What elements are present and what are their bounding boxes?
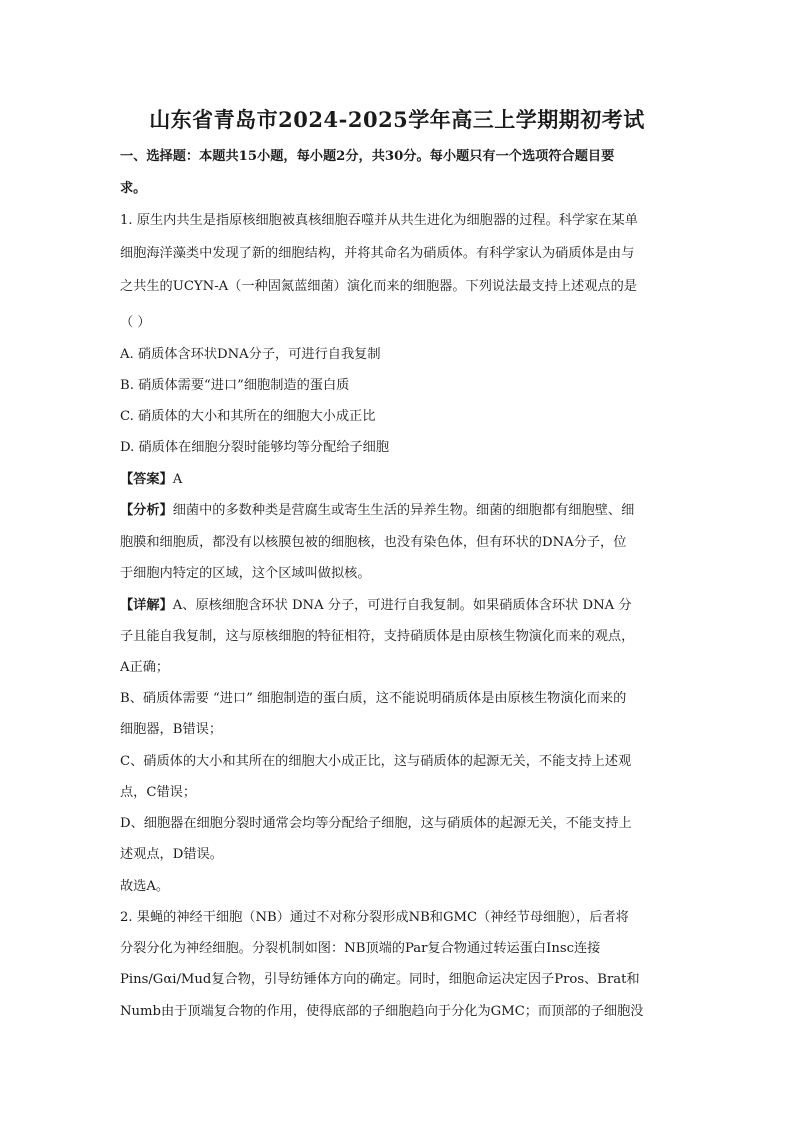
q1-analysis-line: 于细胞内特定的区域，这个区域叫做拟核。 xyxy=(120,566,371,581)
q1-detail-line: D、细胞器在细胞分裂时通常会均等分配给子细胞，这与硝质体的起源无关，不能支持上 xyxy=(120,816,632,831)
q1-option-a: A. 硝质体含环状DNA分子，可进行自我复制 xyxy=(120,347,381,362)
q1-answer-blank: （ ） xyxy=(120,315,151,330)
section-heading-cont: 求。 xyxy=(120,181,147,196)
section-heading: 一、选择题：本题共15小题，每小题2分，共30分。每小题只有一个选项符合题目要 xyxy=(120,149,615,164)
q2-stem-line: 2. 果蝇的神经干细胞（NB）通过不对称分裂形成NB和GMC（神经节母细胞），后者将 xyxy=(120,910,629,925)
analysis-tag: 【分析】 xyxy=(120,503,173,518)
q1-option-d: D. 硝质体在细胞分裂时能够均等分配给子细胞 xyxy=(120,440,390,455)
q1-detail-line: B、硝质体需要 “进口” 细胞制造的蛋白质，这不能说明硝质体是由原核生物演化而来的 xyxy=(120,691,627,706)
q1-option-c: C. 硝质体的大小和其所在的细胞大小成正比 xyxy=(120,409,376,424)
q1-conclusion: 故选A。 xyxy=(120,879,170,894)
q1-detail-line: 子且能自我复制，这与原核细胞的特征相符，支持硝质体是由原核生物演化而来的观点， xyxy=(120,629,635,644)
analysis-text: 细菌中的多数种类是营腐生或寄生生活的异养生物。细菌的细胞都有细胞壁、细 xyxy=(172,503,635,518)
q1-detail-line: 细胞器，B错误； xyxy=(120,722,223,737)
q1-stem-line: 细胞海洋藻类中发现了新的细胞结构，并将其命名为硝质体。有科学家认为硝质体是由与 xyxy=(120,246,635,261)
q1-detail-line: C、硝质体的大小和其所在的细胞大小成正比，这与硝质体的起源无关，不能支持上述观 xyxy=(120,754,632,769)
q2-stem-line: Numb由于顶端复合物的作用，使得底部的子细胞趋向于分化为GMC；而顶部的子细胞没 xyxy=(120,1004,644,1019)
q1-stem-line: 1. 原生内共生是指原核细胞被真核细胞吞噬并从共生进化为细胞器的过程。科学家在某单 xyxy=(120,213,638,228)
q1-option-b: B. 硝质体需要“进口”细胞制造的蛋白质 xyxy=(120,378,350,393)
page-title: 山东省青岛市2024-2025学年高三上学期期初考试 xyxy=(149,107,645,132)
q1-analysis-line: 胞膜和细胞质，都没有以核膜包被的细胞核，也没有染色体，但有环状的DNA分子，位 xyxy=(120,535,627,550)
detail-tag: 【详解】 xyxy=(120,598,173,613)
q1-stem-line: 之共生的UCYN-A（一种固氮蓝细菌）演化而来的细胞器。下列说法最支持上述观点的是 xyxy=(120,279,637,294)
answer-tag: 【答案】 xyxy=(120,472,173,487)
q1-detail-line: 点，C错误； xyxy=(120,785,197,800)
q2-stem-line: 分裂分化为神经细胞。分裂机制如图：NB顶端的Par复合物通过转运蛋白Insc连接 xyxy=(120,941,601,956)
answer-value: A xyxy=(172,472,183,487)
q2-stem-line: Pins/Gαi/Mud复合物，引导纺锤体方向的确定。同时，细胞命运决定因子Pros、Brat和 xyxy=(120,972,640,987)
q1-answer-row xyxy=(120,468,680,487)
detail-text: A、原核细胞含环状 DNA 分子，可进行自我复制。如果硝质体含环状 DNA 分 xyxy=(172,598,632,613)
q1-detail-line: 述观点，D错误。 xyxy=(120,847,223,862)
q1-detail-row xyxy=(120,594,680,613)
q1-detail-line: A正确； xyxy=(120,660,170,675)
q1-analysis-row xyxy=(120,499,680,518)
